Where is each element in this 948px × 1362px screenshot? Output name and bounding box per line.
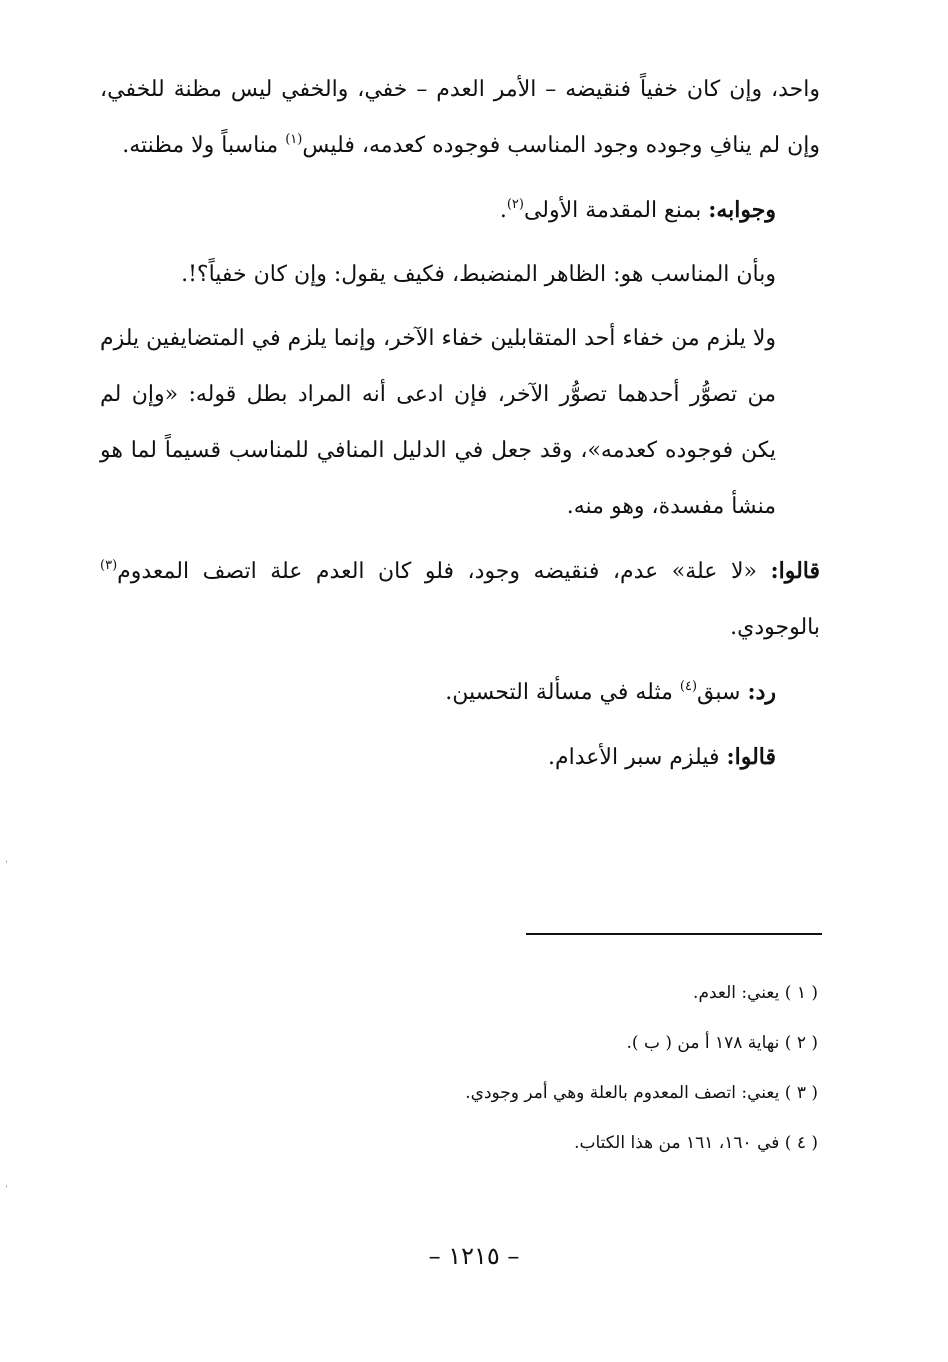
paragraph-2-text: بمنع المقدمة الأولى [523, 198, 709, 223]
paragraph-3: وبأن المناسب هو: الظاهر المنضبط، فكيف يقول: وإن كان خفياً؟!. [181, 262, 776, 287]
footnote-mark-3: (٣) [100, 558, 118, 573]
footnote-4: ( ٤ ) في ١٦٠، ١٦١ من هذا الكتاب. [574, 1133, 818, 1153]
paragraph-6 [100, 664, 820, 721]
paragraph-1-line-1: واحد، وإن كان خفياً فنقيضه – الأمر العدم – خفي، والخفي ليس مظنة [173, 77, 820, 102]
footnotes [100, 968, 818, 1168]
scan-speck [6, 860, 7, 863]
footnote-separator [526, 933, 822, 935]
footnote-mark-2: (٢) [506, 197, 524, 212]
scan-speck [6, 1185, 7, 1188]
paragraph-1-line-3: مناسباً ولا مظنته. [122, 133, 279, 158]
footnote-mark-1: (١) [285, 132, 303, 147]
paragraph-7-lead: قالوا: [726, 744, 776, 770]
paragraph-6-text-a: سبق [697, 680, 748, 705]
footnote-2: ( ٢ ) نهاية ١٧٨ أ من ( ب ). [626, 1033, 818, 1053]
paragraph-6-lead: رد: [747, 679, 776, 705]
paragraph-4: ولا يلزم من خفاء أحد المتقابلين خفاء الآخر، وإنما يلزم في المتضايفين يلزم من تصوُّر أحدهما تصوُّر الآخر، فإن ادعى أنه المراد بطل قوله: «وإن لم يكن فوجوده كعدمه»، وقد جعل في الدليل المنافي للمناسب قسيماً لما هو منشأ مفسدة، وهو منه. [100, 326, 776, 519]
paragraph-5 [100, 543, 820, 656]
paragraph-6-text-b: مثله في مسألة التحسين. [445, 680, 680, 705]
paragraph-1-line-2: للخفي، وإن لم ينافِ وجوده وجود المناسب فوجوده كعدمه، فليس [100, 77, 820, 158]
paragraph-2-end: . [499, 198, 507, 223]
paragraph-5-lead: قالوا: [770, 558, 820, 584]
footnote-3: ( ٣ ) يعني: اتصف المعدوم بالعلة وهي أمر وجودي. [465, 1083, 818, 1103]
footnote-mark-4: (٤) [679, 679, 698, 694]
paragraph-5-text-a: «لا علة» عدم، فنقيضه وجود، فلو كان العدم علة اتصف المعدوم [117, 559, 771, 584]
paragraph-1 [100, 62, 820, 174]
paragraph-7-text: فيلزم سبر الأعدام. [548, 745, 727, 770]
paragraph-2 [100, 182, 820, 239]
paragraph-5-text-b: بالوجودي. [730, 615, 820, 640]
footnote-1: ( ١ ) يعني: العدم. [693, 983, 818, 1003]
main-text [100, 62, 820, 786]
paragraph-7 [100, 729, 820, 786]
paragraph-2-lead: وجوابه: [708, 197, 776, 223]
page-number: – ١٢١٥ – [428, 1242, 520, 1270]
